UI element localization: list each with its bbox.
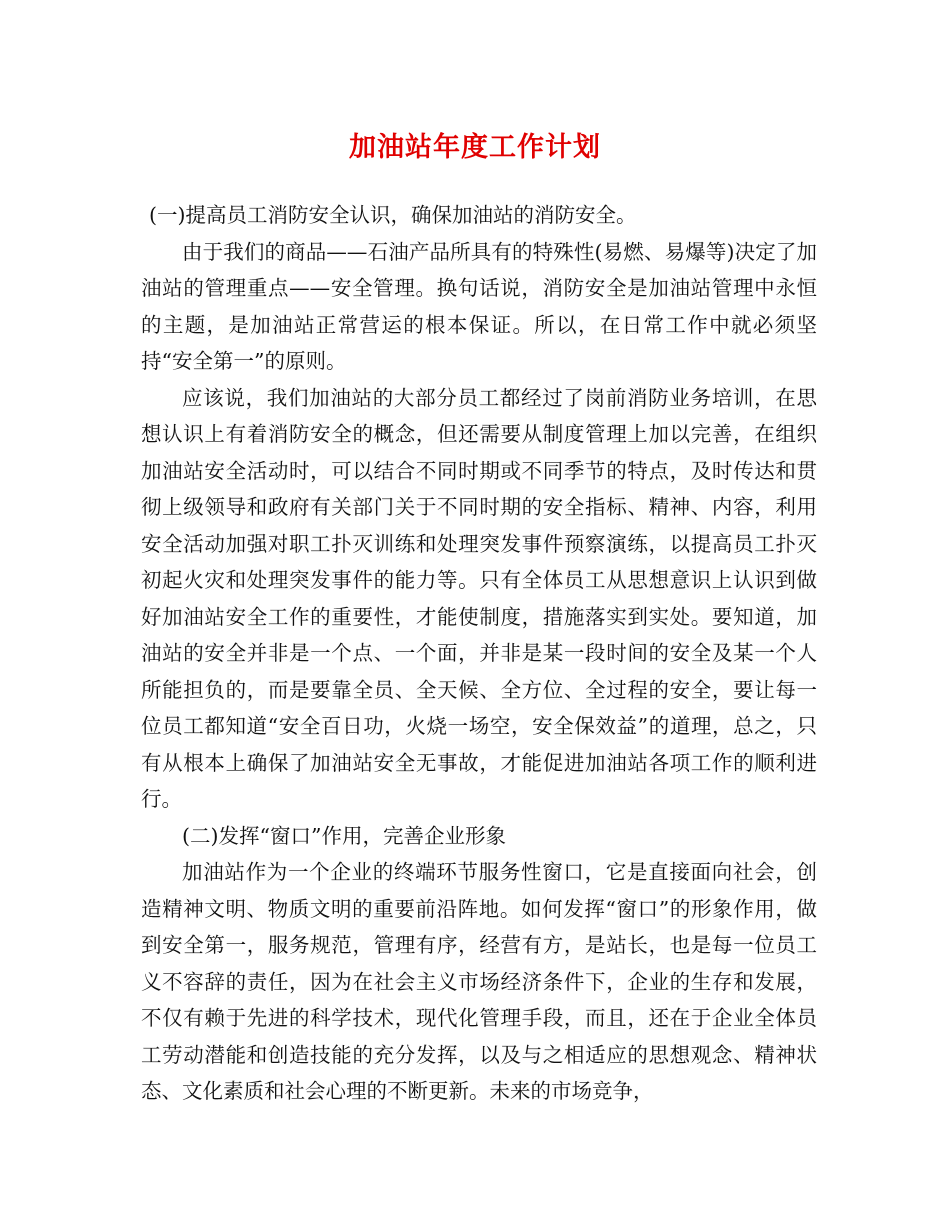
section-heading-2: (二)发挥“窗口”作用，完善企业形象 <box>182 823 506 848</box>
document-title: 加油站年度工作计划 <box>349 132 601 163</box>
document-body <box>141 197 817 1110</box>
paragraph-3: 加油站作为一个企业的终端环节服务性窗口，它是直接面向社会，创造精神文明、物质文明的重要前沿阵地。如何发挥“窗口”的形象作用，做到安全第一，服务规范，管理有序，经营有方，是站长，也是每一位员工义不容辞的责任，因为在社会主义市场经济条件下，企业的生存和发展，不仅有赖于先进的科学技术，现代化管理手段，而且，还在于企业全体员工劳动潜能和创造技能的充分发挥，以及与之相适应的思想观念、精神状态、文化素质和社会心理的不断更新。未来的市场竞争， <box>141 860 817 1103</box>
paragraph-2: 应该说，我们加油站的大部分员工都经过了岗前消防业务培训，在思想认识上有着消防安全的概念，但还需要从制度管理上加以完善，在组织加油站安全活动时，可以结合不同时期或不同季节的特点，及时传达和贯彻上级领导和政府有关部门关于不同时期的安全指标、精神、内容，利用安全活动加强对职工扑灭训练和处理突发事件预察演练，以提高员工扑灭初起火灾和处理突发事件的能力等。只有全体员工从思想意识上认识到做好加油站安全工作的重要性，才能使制度，措施落实到实处。要知道，加油站的安全并非是一个点、一个面，并非是某一段时间的安全及某一个人所能担负的，而是要靠全员、全天候、全方位、全过程的安全，要让每一位员工都知道“安全百日功，火烧一场空，安全保效益”的道理，总之，只有从根本上确保了加油站安全无事故，才能促进加油站各项工作的顺利进行。 <box>141 385 817 811</box>
section-heading-1: (一)提高员工消防安全认识，确保加油站的消防安全。 <box>149 203 637 227</box>
paragraph-1: 由于我们的商品——石油产品所具有的特殊性(易燃、易爆等)决定了加油站的管理重点——安全管理。换句话说，消防安全是加油站管理中永恒的主题，是加油站正常营运的根本保证。所以，在日常工作中就必须坚持“安全第一”的原则。 <box>141 239 817 373</box>
